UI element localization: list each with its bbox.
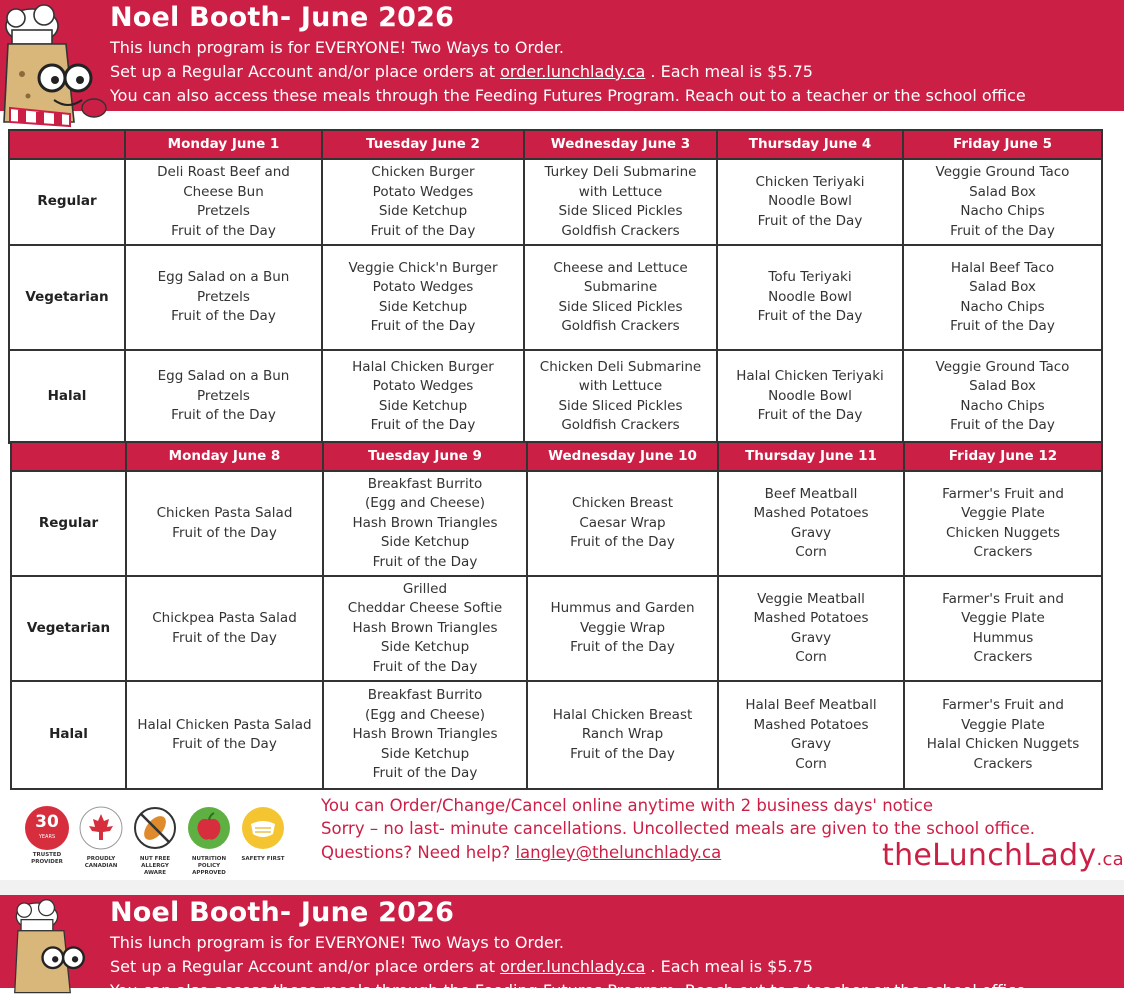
week2-header-row (11, 442, 1102, 471)
menu-item-line: Caesar Wrap (579, 514, 666, 531)
menu-item-line: with Lettuce (578, 183, 663, 200)
day-header: Thursday June 4 (717, 130, 903, 159)
menu-item-line: Pretzels (197, 203, 250, 219)
apple-icon (187, 806, 231, 850)
safety-mask-icon (241, 806, 285, 850)
menu-item-line: Fruit of the Day (757, 308, 863, 325)
menu-cell (126, 576, 323, 681)
page-title: Noel Booth- June 2026 (110, 897, 455, 928)
menu-item-line: Halal Chicken Breast (552, 706, 693, 723)
menu-cell (717, 350, 903, 443)
menu-item-line: Veggie Wrap (579, 619, 666, 636)
menu-item-line: Side Sliced Pickles (558, 298, 683, 315)
menu-item-line: Hash Brown Triangles (352, 619, 498, 636)
menu-cell (903, 350, 1102, 443)
header-banner (0, 0, 1124, 111)
menu-item-line: Crackers (973, 755, 1033, 772)
menu-cell (323, 471, 527, 576)
menu-cell (903, 159, 1102, 245)
menu-item-line: Salad Box (969, 378, 1036, 394)
nut-free-badge (130, 806, 180, 877)
meal-row-vegetarian (11, 576, 1102, 681)
menu-item-line: Pretzels (197, 288, 250, 305)
menu-item-line: Breakfast Burrito (367, 687, 483, 704)
menu-item-line: Turkey Deli Submarine (544, 164, 697, 180)
menu-item-line: Salad Box (969, 183, 1036, 200)
meal-row-regular (9, 159, 1102, 245)
menu-item-line: Fruit of the Day (172, 736, 277, 752)
menu-cell (524, 245, 717, 350)
day-header: Monday June 8 (126, 442, 323, 471)
menu-cell (717, 245, 903, 350)
menu-item-line: Veggie Meatball (757, 590, 865, 607)
menu-item-line: Side Ketchup (378, 203, 468, 219)
meal-type-label: Regular (9, 159, 125, 245)
years-number: 30 (35, 812, 59, 832)
menu-item-line: (Egg and Cheese) (364, 495, 486, 512)
menu-item-line: Fruit of the Day (570, 534, 675, 551)
menu-cell (322, 350, 524, 443)
cancellation-notice: Sorry – no last- minute cancellations. Uncollected meals are given to the school office. (321, 819, 1035, 838)
menu-item-line: Pretzels (197, 387, 250, 404)
menu-item-line: Chickpea Pasta Salad (152, 610, 297, 626)
order-change-notice: You can Order/Change/Cancel online anytime with 2 business days' notice (321, 796, 934, 815)
menu-item-line: Veggie Plate (961, 610, 1045, 626)
menu-item-line: Potato Wedges (372, 183, 474, 200)
menu-item-line: Hash Brown Triangles (352, 726, 498, 743)
menu-item-line: Tofu Teriyaki (768, 269, 852, 286)
menu-item-line: Veggie Plate (961, 505, 1045, 521)
menu-item-line: Breakfast Burrito (367, 475, 483, 492)
menu-item-line: Chicken Pasta Salad (156, 505, 293, 521)
menu-item-line: Halal Beef Taco (950, 259, 1055, 276)
menu-item-line: Gravy (790, 736, 832, 752)
day-header: Wednesday June 10 (527, 442, 718, 471)
menu-item-line: Chicken Teriyaki (755, 173, 865, 190)
menu-item-line: Egg Salad on a Bun (157, 269, 290, 286)
menu-item-line: Grilled (402, 580, 448, 597)
menu-cell (126, 681, 323, 789)
menu-item-line: Halal Chicken Teriyaki (736, 368, 884, 385)
menu-item-line: Side Ketchup (380, 639, 470, 656)
day-header: Friday June 12 (904, 442, 1102, 471)
menu-item-line: Side Ketchup (380, 534, 470, 551)
menu-item-line: Mashed Potatoes (753, 505, 869, 521)
badge-caption: NUTRITION POLICY APPROVED (191, 856, 227, 876)
menu-cell (323, 576, 527, 681)
week1-header-row (9, 130, 1102, 159)
day-header: Monday June 1 (125, 130, 322, 159)
menu-item-line: Gravy (790, 629, 832, 646)
menu-item-line: Nacho Chips (960, 203, 1045, 219)
help-prefix: Questions? Need help? (321, 843, 516, 862)
menu-item-line: Veggie Ground Taco (935, 358, 1070, 375)
menu-cell (524, 350, 717, 443)
day-header: Thursday June 11 (718, 442, 904, 471)
chef-mascot-icon (0, 4, 112, 130)
banner-order-prefix: Set up a Regular Account and/or place orders at (110, 957, 501, 976)
menu-item-line: Halal Chicken Nuggets (926, 736, 1080, 752)
menu-item-line: Chicken Breast (571, 495, 674, 512)
banner-feeding-futures-text: You can also access these meals through the Feeding Futures Program. Reach out to a teacher or the school office (110, 981, 1026, 1000)
header-banner (0, 895, 1124, 1000)
menu-cell (904, 471, 1102, 576)
meal-type-label: Regular (11, 471, 126, 576)
menu-cell (527, 681, 718, 789)
menu-item-line: Chicken Burger (371, 164, 475, 180)
meal-row-regular (11, 471, 1102, 576)
meal-type-label: Halal (11, 681, 126, 789)
menu-item-line: Fruit of the Day (171, 308, 276, 325)
menu-cell (718, 576, 904, 681)
menu-item-line: Gravy (790, 524, 832, 541)
menu-item-line: Beef Meatball (764, 485, 858, 502)
banner-intro-text: This lunch program is for EVERYONE! Two Ways to Order. (110, 38, 565, 57)
menu-item-line: Egg Salad on a Bun (157, 368, 290, 385)
menu-item-line: Noodle Bowl (768, 193, 852, 210)
menu-cell (527, 576, 718, 681)
menu-item-line: Veggie Chick'n Burger (348, 259, 498, 276)
menu-item-line: Fruit of the Day (372, 553, 478, 570)
menu-item-line: Corn (795, 544, 827, 560)
brand-name: theLunchLady (882, 838, 1097, 873)
brand-logo (882, 838, 1124, 873)
meal-row-halal (11, 681, 1102, 789)
menu-item-line: Fruit of the Day (370, 318, 476, 334)
banner-price-text: . Each meal is $5.75 (645, 62, 813, 81)
menu-item-line: Side Sliced Pickles (558, 203, 683, 219)
menu-item-line: Goldfish Crackers (561, 417, 680, 433)
nut-free-icon (133, 806, 177, 850)
menu-item-line: Fruit of the Day (171, 407, 276, 424)
meal-row-vegetarian (9, 245, 1102, 350)
menu-item-line: Potato Wedges (372, 378, 474, 394)
menu-cell (323, 681, 527, 789)
menu-item-line: Nacho Chips (960, 397, 1045, 414)
menu-cell (322, 159, 524, 245)
menu-cell (527, 471, 718, 576)
years-label: YEARS (38, 834, 56, 840)
menu-item-line: Noodle Bowl (768, 288, 852, 305)
badge-caption: SAFETY FIRST (241, 856, 285, 862)
menu-item-line: Potato Wedges (372, 279, 474, 295)
menu-item-line: (Egg and Cheese) (364, 706, 486, 723)
menu-item-line: Cheese and Lettuce (553, 259, 688, 276)
menu-item-line: Fruit of the Day (370, 417, 476, 433)
menu-cell (904, 576, 1102, 681)
support-email-link[interactable]: langley@thelunchlady.ca (515, 843, 722, 862)
menu-item-line: Deli Roast Beef and (157, 164, 290, 180)
day-header: Tuesday June 2 (322, 130, 524, 159)
menu-cell (717, 159, 903, 245)
menu-item-line: Fruit of the Day (172, 524, 277, 541)
meal-type-label: Vegetarian (11, 576, 126, 681)
maple-leaf-icon (79, 806, 123, 850)
day-header: Wednesday June 3 (524, 130, 717, 159)
banner-order-prefix: Set up a Regular Account and/or place orders at (110, 62, 501, 81)
menu-cell (903, 245, 1102, 350)
header-corner-cell (11, 442, 126, 471)
proudly-canadian-badge (76, 806, 126, 870)
menu-item-line: with Lettuce (578, 378, 663, 394)
menu-item-line: Fruit of the Day (171, 222, 276, 239)
order-link[interactable]: order.lunchlady.ca (500, 62, 646, 81)
menu-item-line: Veggie Ground Taco (935, 164, 1070, 180)
menu-item-line: Ranch Wrap (581, 726, 664, 743)
badge-caption: TRUSTED PROVIDER (31, 852, 63, 865)
week2-menu-table (10, 441, 1103, 790)
day-header: Friday June 5 (903, 130, 1102, 159)
menu-item-line: Hash Brown Triangles (352, 514, 498, 531)
menu-item-line: Cheese Bun (183, 183, 264, 200)
menu-item-line: Fruit of the Day (372, 765, 478, 782)
menu-item-line: Fruit of the Day (757, 407, 863, 424)
menu-item-line: Side Ketchup (378, 298, 468, 315)
menu-cell (524, 159, 717, 245)
meal-type-label: Halal (9, 350, 125, 443)
banner-order-text (110, 62, 813, 81)
menu-item-line: Farmer's Fruit and (942, 485, 1064, 502)
menu-item-line: Hummus and Garden (550, 600, 695, 617)
nutrition-policy-badge (184, 806, 234, 877)
menu-item-line: Side Sliced Pickles (558, 397, 683, 414)
menu-cell (322, 245, 524, 350)
menu-item-line: Fruit of the Day (372, 658, 478, 675)
menu-cell (718, 681, 904, 789)
chef-mascot-icon (0, 899, 112, 999)
menu-item-line: Chicken Nuggets (945, 524, 1061, 541)
menu-item-line: Corn (795, 649, 827, 665)
page-title: Noel Booth- June 2026 (110, 2, 455, 33)
menu-cell (718, 471, 904, 576)
menu-cell (125, 159, 322, 245)
banner-order-text (110, 957, 813, 976)
brand-tld: .ca (1096, 849, 1124, 870)
menu-item-line: Fruit of the Day (950, 222, 1055, 239)
day-header: Tuesday June 9 (323, 442, 527, 471)
week1-menu-table (8, 129, 1103, 444)
menu-item-line: Noodle Bowl (768, 387, 852, 404)
menu-item-line: Farmer's Fruit and (942, 590, 1064, 607)
menu-item-line: Halal Chicken Pasta Salad (137, 716, 312, 733)
menu-item-line: Fruit of the Day (370, 222, 476, 239)
badge-caption: NUT FREE ALLERGY AWARE (139, 856, 171, 876)
menu-item-line: Corn (795, 755, 827, 772)
menu-item-line: Nacho Chips (960, 298, 1045, 315)
menu-item-line: Submarine (583, 279, 658, 295)
menu-item-line: Goldfish Crackers (561, 222, 680, 239)
banner-feeding-futures-text: You can also access these meals through the Feeding Futures Program. Reach out to a teacher or the school office (110, 86, 1026, 105)
menu-item-line: Salad Box (969, 279, 1036, 295)
menu-item-line: Fruit of the Day (570, 745, 675, 762)
menu-item-line: Chicken Deli Submarine (539, 358, 702, 375)
menu-item-line: Crackers (973, 544, 1033, 560)
menu-item-line: Mashed Potatoes (753, 610, 869, 626)
menu-item-line: Hummus (972, 629, 1034, 646)
banner-price-text: . Each meal is $5.75 (645, 957, 813, 976)
menu-item-line: Halal Beef Meatball (745, 697, 877, 713)
menu-item-line: Fruit of the Day (757, 212, 863, 229)
banner-intro-text: This lunch program is for EVERYONE! Two Ways to Order. (110, 933, 565, 952)
badge-strip (22, 806, 284, 880)
menu-item-line: Halal Chicken Burger (352, 358, 494, 375)
meal-row-halal (9, 350, 1102, 443)
badge-caption: PROUDLY CANADIAN (84, 856, 118, 869)
thirty-years-icon (25, 806, 69, 850)
menu-item-line: Side Ketchup (380, 745, 470, 762)
menu-page-2 (0, 895, 1124, 1000)
menu-item-line: Farmer's Fruit and (942, 697, 1064, 713)
menu-item-line: Crackers (973, 649, 1033, 665)
menu-item-line: Goldfish Crackers (561, 318, 680, 334)
page-separator (0, 880, 1124, 895)
menu-item-line: Cheddar Cheese Softie (347, 600, 503, 617)
meal-type-label: Vegetarian (9, 245, 125, 350)
menu-item-line: Fruit of the Day (950, 417, 1055, 433)
menu-item-line: Veggie Plate (961, 716, 1045, 733)
menu-item-line: Fruit of the Day (172, 629, 277, 646)
menu-cell (904, 681, 1102, 789)
menu-item-line: Side Ketchup (378, 397, 468, 414)
help-line (321, 843, 721, 862)
trusted-provider-badge (22, 806, 72, 866)
menu-item-line: Fruit of the Day (570, 639, 675, 656)
menu-item-line: Fruit of the Day (950, 318, 1055, 334)
menu-item-line: Mashed Potatoes (753, 716, 869, 733)
menu-cell (126, 471, 323, 576)
header-corner-cell (9, 130, 125, 159)
order-link[interactable]: order.lunchlady.ca (500, 957, 646, 976)
menu-cell (125, 245, 322, 350)
safety-first-badge (238, 806, 288, 863)
menu-cell (125, 350, 322, 443)
